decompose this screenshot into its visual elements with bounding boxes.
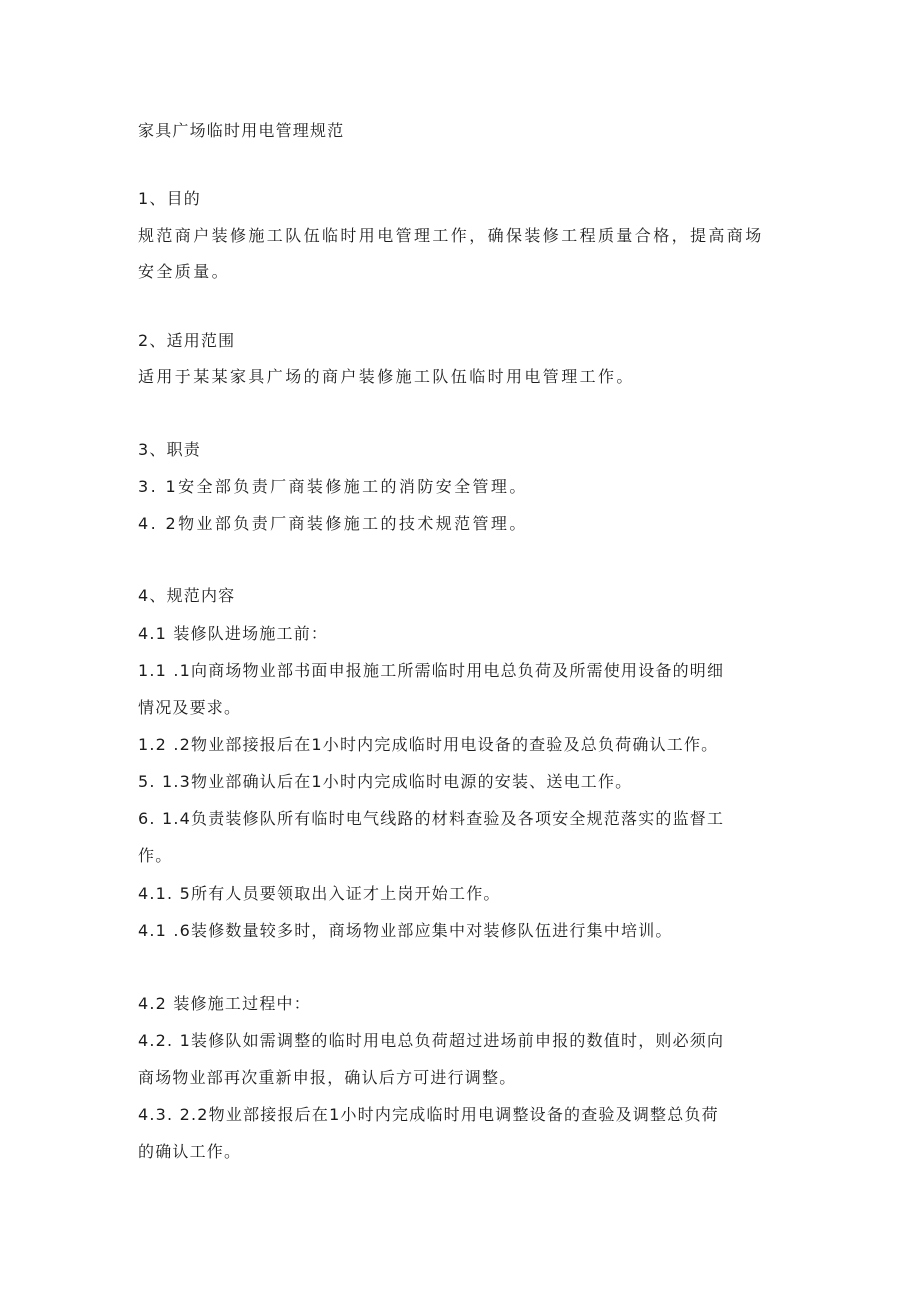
list-item: 1.1 .1向商场物业部书面申报施工所需临时用电总负荷及所需使用设备的明细 — [138, 661, 725, 680]
list-item: 4.1 .6装修数量较多时，商场物业部应集中对装修队伍进行集中培训。 — [138, 921, 673, 940]
section-heading-purpose: 1、目的 — [138, 189, 201, 208]
subsection-heading: 4.1 装修队进场施工前： — [138, 624, 329, 643]
document-title: 家具广场临时用电管理规范 — [138, 121, 345, 140]
section-body-line: 适用于某某家具广场的商户装修施工队伍临时用电管理工作。 — [138, 367, 635, 386]
section-body-line: 安全质量。 — [138, 262, 231, 281]
list-item-continuation: 的确认工作。 — [138, 1142, 242, 1161]
list-item: 6. 1.4负责装修队所有临时电气线路的材料查验及各项安全规范落实的监督工 — [138, 809, 725, 828]
list-item: 4. 2物业部负责厂商装修施工的技术规范管理。 — [138, 514, 528, 533]
list-item-continuation: 商场物业部再次重新申报，确认后方可进行调整。 — [138, 1068, 517, 1087]
list-item-continuation: 作。 — [138, 846, 173, 865]
section-heading-scope: 2、适用范围 — [138, 331, 236, 350]
list-item: 3. 1安全部负责厂商装修施工的消防安全管理。 — [138, 477, 528, 496]
list-item: 5. 1.3物业部确认后在1小时内完成临时电源的安装、送电工作。 — [138, 772, 633, 791]
list-item: 4.1. 5所有人员要领取出入证才上岗开始工作。 — [138, 884, 501, 903]
list-item-continuation: 情况及要求。 — [138, 698, 242, 717]
list-item: 1.2 .2物业部接报后在1小时内完成临时用电设备的查验及总负荷确认工作。 — [138, 735, 719, 754]
section-heading-content: 4、规范内容 — [138, 586, 236, 605]
section-heading-responsibility: 3、职责 — [138, 440, 201, 459]
section-body-line: 规范商户装修施工队伍临时用电管理工作，确保装修工程质量合格，提高商场 — [138, 226, 764, 245]
list-item: 4.3. 2.2物业部接报后在1小时内完成临时用电调整设备的查验及调整总负荷 — [138, 1105, 719, 1124]
list-item: 4.2. 1装修队如需调整的临时用电总负荷超过进场前申报的数值时，则必须向 — [138, 1031, 725, 1050]
subsection-heading: 4.2 装修施工过程中： — [138, 994, 311, 1013]
